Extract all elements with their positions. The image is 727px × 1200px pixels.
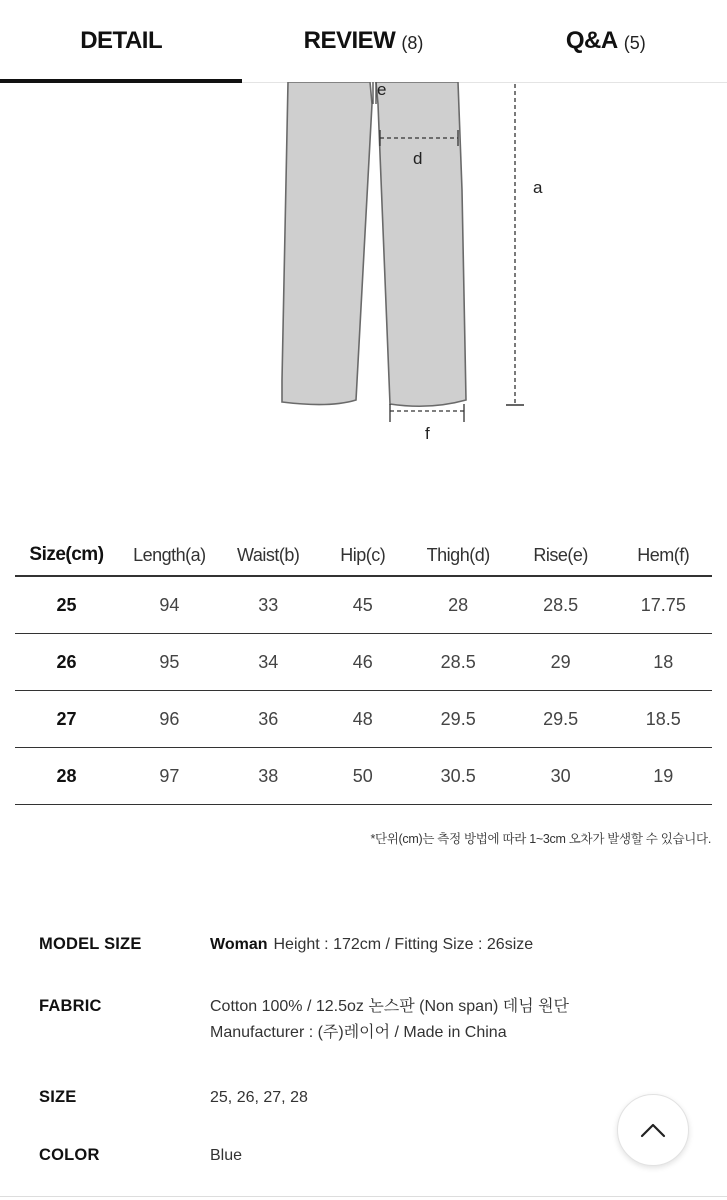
- table-row: [15, 576, 712, 634]
- label-a: a: [533, 178, 543, 197]
- info-key-model-size: MODEL SIZE: [39, 935, 142, 953]
- tab-detail-label: DETAIL: [80, 27, 163, 54]
- table-row: [15, 748, 712, 805]
- label-e: e: [377, 82, 387, 99]
- cell-hem: 18: [615, 634, 712, 691]
- info-key-color: COLOR: [39, 1146, 100, 1164]
- cell-hip: 48: [316, 691, 410, 748]
- tab-detail[interactable]: [0, 0, 242, 82]
- tab-review-count: (8): [401, 32, 424, 53]
- cell-waist: 34: [221, 634, 316, 691]
- scroll-to-top-button[interactable]: [617, 1094, 689, 1166]
- tab-qna-label: Q&A: [565, 27, 618, 54]
- model-measurements: Height : 172cm / Fitting Size : 26size: [273, 936, 534, 953]
- chevron-up-icon: [639, 1121, 667, 1139]
- cell-size: 25: [15, 576, 118, 634]
- tab-review[interactable]: [242, 0, 484, 82]
- cell-waist: 36: [221, 691, 316, 748]
- pants-right-leg: [376, 82, 466, 406]
- cell-thigh: 30.5: [410, 748, 507, 805]
- cell-size: 28: [15, 748, 118, 805]
- cell-rise: 28.5: [507, 576, 615, 634]
- label-f: f: [425, 424, 430, 443]
- header-rise: Rise(e): [507, 535, 615, 576]
- table-row: [15, 691, 712, 748]
- label-d: d: [413, 149, 423, 168]
- header-hip: Hip(c): [316, 535, 410, 576]
- cell-waist: 33: [221, 576, 316, 634]
- header-hem: Hem(f): [615, 535, 712, 576]
- measurement-note: *단위(cm)는 측정 방법에 따라 1~3cm 오차가 발생할 수 있습니다.: [370, 832, 711, 846]
- size-table: [15, 535, 712, 805]
- info-value-fabric: [210, 994, 569, 1046]
- header-thigh: Thigh(d): [410, 535, 507, 576]
- table-header-row: [15, 535, 712, 576]
- header-size: Size(cm): [15, 535, 118, 576]
- cell-thigh: 28: [410, 576, 507, 634]
- info-key-fabric: FABRIC: [39, 997, 102, 1015]
- tab-qna-count: (5): [623, 32, 646, 53]
- cell-size: 27: [15, 691, 118, 748]
- pants-measurement-diagram: [0, 82, 727, 462]
- cell-thigh: 28.5: [410, 634, 507, 691]
- cell-length: 97: [118, 748, 221, 805]
- tab-review-label: REVIEW: [303, 27, 396, 54]
- info-key-size: SIZE: [39, 1088, 77, 1106]
- cell-rise: 29.5: [507, 691, 615, 748]
- cell-length: 95: [118, 634, 221, 691]
- info-value-model-size: [210, 932, 533, 958]
- tab-qna[interactable]: [485, 0, 727, 82]
- header-length: Length(a): [118, 535, 221, 576]
- cell-rise: 30: [507, 748, 615, 805]
- cell-rise: 29: [507, 634, 615, 691]
- fabric-line-1: Cotton 100% / 12.5oz 논스판 (Non span) 데님 원단: [210, 998, 570, 1015]
- cell-length: 96: [118, 691, 221, 748]
- bottom-divider: [0, 1196, 727, 1197]
- cell-waist: 38: [221, 748, 316, 805]
- fabric-line-2: Manufacturer : (주)레이어 / Made in China: [210, 1024, 507, 1041]
- cell-hip: 50: [316, 748, 410, 805]
- cell-size: 26: [15, 634, 118, 691]
- cell-hem: 18.5: [615, 691, 712, 748]
- cell-hip: 46: [316, 634, 410, 691]
- cell-hem: 17.75: [615, 576, 712, 634]
- info-value-size: 25, 26, 27, 28: [210, 1089, 308, 1106]
- tab-bar: [0, 0, 727, 83]
- cell-thigh: 29.5: [410, 691, 507, 748]
- model-gender: Woman: [210, 936, 268, 953]
- cell-hem: 19: [615, 748, 712, 805]
- pants-left-leg: [282, 82, 372, 405]
- table-row: [15, 634, 712, 691]
- info-value-color: Blue: [210, 1147, 243, 1164]
- cell-hip: 45: [316, 576, 410, 634]
- cell-length: 94: [118, 576, 221, 634]
- header-waist: Waist(b): [221, 535, 316, 576]
